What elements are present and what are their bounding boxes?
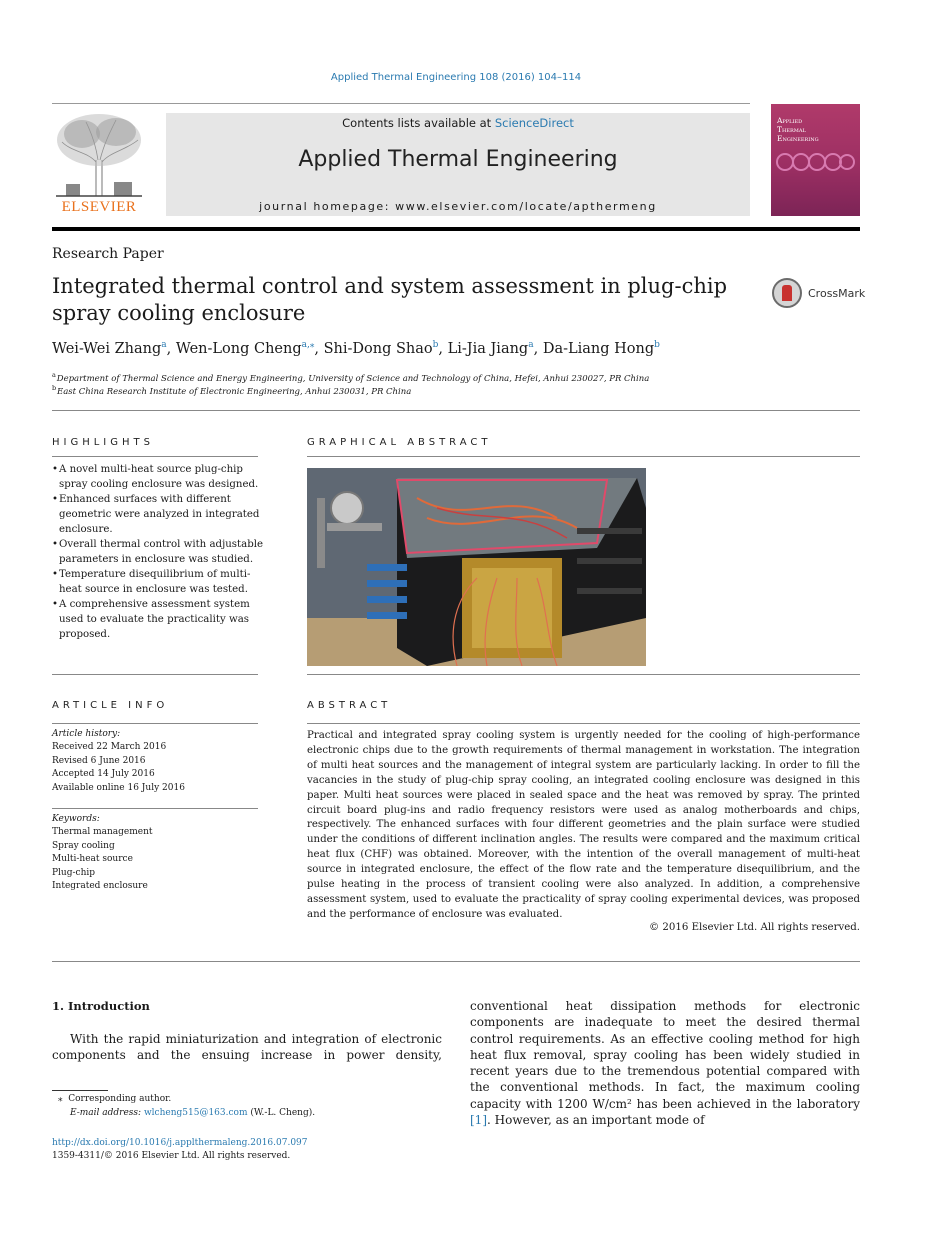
graphical-abstract-heading: GRAPHICAL ABSTRACT — [307, 437, 492, 448]
abstract-heading: ABSTRACT — [307, 700, 392, 711]
abstract-divider — [52, 961, 860, 962]
crossmark-label: CrossMark — [808, 287, 866, 300]
article-history — [52, 728, 185, 795]
contents-prefix: Contents lists available at — [342, 116, 492, 130]
author-affil-link[interactable]: a,⁎ — [301, 340, 315, 350]
abstract-rule — [307, 723, 860, 724]
author-name[interactable]: Shi-Dong Shao — [323, 340, 433, 357]
graphical-abstract-rule — [307, 456, 860, 457]
keyword: Integrated enclosure — [52, 881, 148, 892]
introduction-left-column: With the rapid miniaturization and integration of electronic components and the ensuing increase in power density, — [52, 1032, 442, 1063]
affiliation-b: $^b$ East China Research Institute of Electronic Engineering, Anhui 230031, PR China — [52, 384, 412, 397]
author-name[interactable]: Wen-Long Cheng — [175, 340, 302, 357]
highlights-rule — [52, 456, 258, 457]
abstract-text: Practical and integrated spray cooling system is urgently needed for the cooling of high-performance electronic chips due to the growth requirements of thermal management in workstation. The integration of multi heat sources and the management of integral system are particularly lacking. In order to fill the vacancies in the study of plug-chip spray cooling, an integrated cooling enclosure was designed in this paper. Multi heat sources were placed in sealed space and the heat was removed by spray. The printed circuit board plug-ins and radio frequency resistors were used as analog motherboards and chips, respectively. The enhanced surfaces with four different geometries and the plain surface were studied under the conditions of different inclination angles. The results were compared and the maximum critical heat flux (CHF) was obtained. Moreover, with the intention of the overall management of multi-heat source in integrated enclosure, the effect of the flow rate and the temperature disequilibrium, and the pulse heating in the process of transient cooling were also analyzed. In addition, a comprehensive assessment system, used to evaluate the practicality of spray cooling experimental devices, was proposed and the performance of enclosure was evaluated. — [307, 730, 860, 920]
accepted-date: Accepted 14 July 2016 — [52, 769, 155, 780]
highlight-item: • Enhanced surfaces with different geometric were analyzed in integrated enclosure. — [52, 492, 264, 537]
header-thick-rule — [52, 227, 860, 231]
article-type: Research Paper — [52, 246, 164, 262]
article-info-rule — [52, 723, 258, 724]
article-title: Integrated thermal control and system assessment in plug-chip spray cooling enclosure — [52, 274, 728, 325]
journal-cover[interactable] — [771, 104, 860, 216]
title-divider — [52, 410, 860, 411]
cover-title — [777, 116, 819, 143]
revised-date: Revised 6 June 2016 — [52, 755, 146, 766]
journal-banner — [166, 113, 750, 216]
keywords-rule — [52, 808, 258, 809]
elsevier-wordmark: ELSEVIER — [61, 199, 137, 215]
introduction-right-column — [470, 998, 860, 1128]
affiliation-a: $^a$ Department of Thermal Science and Energy Engineering, University of Science and Technology of China, Hefei, Anhui 230027, PR China — [52, 371, 650, 384]
cover-title-line-2: Thermal — [777, 125, 806, 134]
highlight-item: • A novel multi-heat source plug-chip spray cooling enclosure was designed. — [52, 462, 264, 492]
cover-title-line-1: Applied — [777, 116, 803, 125]
author-affil-link[interactable]: a — [528, 340, 534, 350]
journal-title: Applied Thermal Engineering — [298, 147, 618, 172]
doi-link[interactable]: http://dx.doi.org/10.1016/j.applthermaleng.2016.07.097 — [52, 1138, 308, 1148]
reference-link[interactable]: [1] — [470, 1113, 487, 1128]
cover-pattern-icon — [775, 152, 856, 172]
graphical-abstract-photo[interactable] — [307, 468, 646, 666]
journal-citation-link[interactable]: Applied Thermal Engineering 108 (2016) 104–114 — [330, 72, 582, 83]
spray-enclosure-image — [307, 468, 646, 666]
elsevier-logo[interactable] — [52, 112, 146, 216]
cover-title-line-3: Engineering — [777, 134, 819, 143]
contents-line — [166, 116, 750, 130]
received-date: Received 22 March 2016 — [52, 742, 167, 753]
issn-line: 1359-4311/© 2016 Elsevier Ltd. All rights reserved. — [52, 1151, 291, 1161]
intro-right-text-end: . However, as an important mode of — [487, 1113, 705, 1128]
highlight-item: • A comprehensive assessment system used to evaluate the practicality was proposed. — [52, 597, 264, 642]
author-name[interactable]: Wei-Wei Zhang — [52, 340, 162, 357]
online-date: Available online 16 July 2016 — [52, 782, 185, 793]
highlights-bottom-rule — [52, 674, 258, 675]
crossmark-badge[interactable] — [772, 278, 866, 312]
keywords-block — [52, 813, 153, 893]
graphical-bottom-rule — [307, 674, 860, 675]
sciencedirect-link[interactable]: ScienceDirect — [494, 116, 574, 130]
highlights-list — [52, 462, 264, 642]
keyword: Plug-chip — [52, 867, 96, 878]
footnote-rule — [52, 1090, 108, 1091]
author-name[interactable]: Da-Liang Hong — [542, 340, 655, 357]
crossmark-icon — [772, 278, 802, 308]
keyword: Spray cooling — [52, 840, 115, 851]
keyword: Thermal management — [52, 827, 153, 838]
corresponding-author-note: ⁎ Corresponding author. — [58, 1094, 172, 1104]
email-link[interactable]: wlcheng515@163.com — [143, 1108, 248, 1118]
header-rule — [52, 103, 750, 104]
history-label: Article history: — [52, 729, 121, 739]
highlight-item: • Temperature disequilibrium of multi-heat source in enclosure was tested. — [52, 567, 264, 597]
email-note: E-mail address: wlcheng515@163.com (W.-L. Cheng). — [70, 1108, 316, 1118]
abstract-copyright: © 2016 Elsevier Ltd. All rights reserved. — [648, 922, 860, 933]
highlight-item: • Overall thermal control with adjustable parameters in enclosure was studied. — [52, 537, 264, 567]
keywords-label: Keywords: — [52, 814, 100, 824]
author-affil-link[interactable]: a — [161, 340, 167, 350]
intro-right-text: conventional heat dissipation methods for electronic components are inadequate to meet the desired thermal control requirements. As an effective cooling method for high heat flux removal, spray cooling has been widely studied in recent years due to the tremendous potential compared with the conventional methods. In fact, the maximum cooling capacity with 1200 W/cm² has been achieved in the laboratory — [470, 999, 860, 1111]
keyword: Multi-heat source — [52, 854, 133, 865]
author-affil-link[interactable]: b — [432, 340, 439, 350]
highlights-heading: HIGHLIGHTS — [52, 437, 154, 448]
article-info-heading: ARTICLE INFO — [52, 700, 169, 711]
author-name[interactable]: Li-Jia Jiang — [447, 340, 529, 357]
tree-icon — [52, 112, 146, 198]
author-list: Wei-Wei Zhang$^a$, Wen-Long Cheng$^{a,⁎}$, Shi-Dong Shao$^b$, Li-Jia Jiang$^a$, Da-Liang Hong$^b$ — [52, 340, 660, 357]
journal-homepage[interactable]: journal homepage: www.elsevier.com/locate/apthermeng — [259, 200, 657, 213]
author-affil-link[interactable]: b — [654, 340, 660, 350]
introduction-heading: 1. Introduction — [52, 999, 150, 1013]
